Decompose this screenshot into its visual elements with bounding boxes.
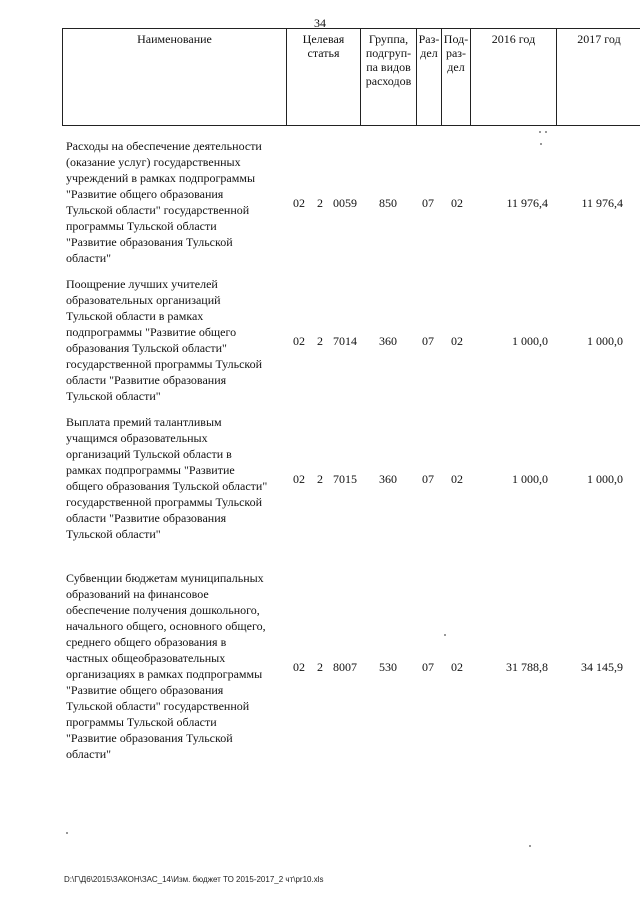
row-name-line: образования Тульской области" [66, 341, 227, 355]
row-code-subprogram: 2 [317, 660, 323, 674]
row-name-line: государственной программы Тульской [66, 495, 263, 509]
row-name-line: начального общего, основного общего, [66, 619, 266, 633]
header-expense-group-line: па видов [366, 60, 411, 74]
header-section-line: дел [420, 46, 438, 60]
header-name [63, 29, 287, 125]
row-name-line: Поощрение лучших учителей [66, 277, 218, 291]
row-expense-group: 360 [379, 334, 397, 348]
row-code-direction: 7015 [333, 472, 357, 486]
row-code-direction: 0059 [333, 196, 357, 210]
row-name [66, 414, 290, 542]
row-amount-2016: 1 000,0 [512, 472, 548, 486]
header-year-2016 [471, 29, 557, 125]
row-expense-group: 530 [379, 660, 397, 674]
row-amount-2016: 31 788,8 [506, 660, 548, 674]
row-name-line: области "Развитие образования [66, 373, 227, 387]
row-name-line: образовательных организаций [66, 293, 221, 307]
header-subsection-line: Под- [443, 32, 469, 46]
row-section: 07 [422, 334, 434, 348]
row-code-program: 02 [293, 334, 305, 348]
row-name-line: рамках подпрограммы "Развитие [66, 463, 235, 477]
table-header [62, 28, 640, 126]
row-subsection: 02 [451, 196, 463, 210]
row-name-line: Выплата премий талантливым [66, 415, 222, 429]
row-name-line: Тульской области" государственной [66, 203, 250, 217]
row-name [66, 276, 290, 404]
header-target-article-line: статья [307, 46, 340, 60]
row-name-line: Субвенции бюджетам муниципальных [66, 571, 264, 585]
row-name-line: общего образования Тульской области" [66, 479, 268, 493]
row-code-program: 02 [293, 660, 305, 674]
row-name-line: учреждений в рамках подпрограммы [66, 171, 256, 185]
row-name-line: "Развитие общего образования [66, 683, 224, 697]
header-subsection-line: раз- [445, 46, 467, 60]
row-code-subprogram: 2 [317, 196, 323, 210]
row-name-line: образований на финансовое [66, 587, 209, 601]
row-name-line: Расходы на обеспечение деятельности [66, 139, 262, 153]
header-expense-group-line: подгруп- [365, 46, 412, 60]
header-expense-group [361, 29, 417, 125]
header-target-article [287, 29, 361, 125]
scan-speck [539, 131, 541, 133]
row-subsection: 02 [451, 660, 463, 674]
row-amount-2016: 11 976,4 [506, 196, 548, 210]
row-name-line: организациях в рамках подпрограммы [66, 667, 263, 681]
header-name-line: Наименование [137, 32, 212, 46]
row-expense-group: 360 [379, 472, 397, 486]
header-subsection-line: дел [447, 60, 465, 74]
row-name [66, 570, 290, 762]
row-name [66, 138, 290, 266]
header-year-2017 [557, 29, 640, 125]
row-amount-2017: 34 145,9 [581, 660, 623, 674]
row-name-line: организаций Тульской области в [66, 447, 232, 461]
row-name-line: Тульской области" государственной [66, 699, 250, 713]
row-section: 07 [422, 472, 434, 486]
row-name-line: области "Развитие образования [66, 511, 227, 525]
row-name-line: частных общеобразовательных [66, 651, 226, 665]
row-amount-2017: 1 000,0 [587, 472, 623, 486]
row-subsection: 02 [451, 334, 463, 348]
header-expense-group-line: Группа, [368, 32, 409, 46]
row-name-line: (оказание услуг) государственных [66, 155, 241, 169]
scan-speck [66, 832, 68, 834]
header-subsection [442, 29, 471, 125]
row-code-subprogram: 2 [317, 334, 323, 348]
row-name-line: области" [66, 747, 112, 761]
row-name-line: "Развитие образования Тульской [66, 731, 233, 745]
scan-speck [529, 845, 531, 847]
row-name-line: среднего общего образования в [66, 635, 227, 649]
page-number: 34 [314, 16, 326, 30]
row-section: 07 [422, 660, 434, 674]
scan-speck [444, 634, 446, 636]
row-code-direction: 8007 [333, 660, 357, 674]
header-expense-group-line: расходов [365, 74, 412, 88]
header-year-2016-label: 2016 год [491, 32, 536, 46]
header-section [417, 29, 442, 125]
row-amount-2017: 1 000,0 [587, 334, 623, 348]
row-amount-2017: 11 976,4 [581, 196, 623, 210]
row-code-subprogram: 2 [317, 472, 323, 486]
header-target-article-line: Целевая [302, 32, 345, 46]
row-name-line: программы Тульской области [66, 219, 217, 233]
row-name-line: "Развитие образования Тульской [66, 235, 233, 249]
row-expense-group: 850 [379, 196, 397, 210]
row-section: 07 [422, 196, 434, 210]
row-name-line: государственной программы Тульской [66, 357, 263, 371]
row-code-program: 02 [293, 472, 305, 486]
header-year-2017-label: 2017 год [577, 32, 621, 46]
row-name-line: Тульской области" [66, 527, 161, 541]
row-subsection: 02 [451, 472, 463, 486]
row-name-line: учащимся образовательных [66, 431, 208, 445]
header-section-line: Раз- [418, 32, 440, 46]
file-path-footer: D:\Г\Д6\2015\ЗАКОН\ЗАС_14\Изм. бюджет ТО 2015-2017_2 чт\pr10.xls [64, 875, 324, 884]
row-name-line: подпрограммы "Развитие общего [66, 325, 237, 339]
row-code-direction: 7014 [333, 334, 357, 348]
row-name-line: программы Тульской области [66, 715, 217, 729]
row-amount-2016: 1 000,0 [512, 334, 548, 348]
row-name-line: обеспечение получения дошкольного, [66, 603, 260, 617]
row-name-line: Тульской области" [66, 389, 161, 403]
row-code-program: 02 [293, 196, 305, 210]
row-name-line: "Развитие общего образования [66, 187, 224, 201]
scan-speck [545, 131, 547, 133]
row-name-line: области" [66, 251, 112, 265]
row-name-line: Тульской области в рамках [66, 309, 204, 323]
scan-speck [540, 143, 542, 145]
